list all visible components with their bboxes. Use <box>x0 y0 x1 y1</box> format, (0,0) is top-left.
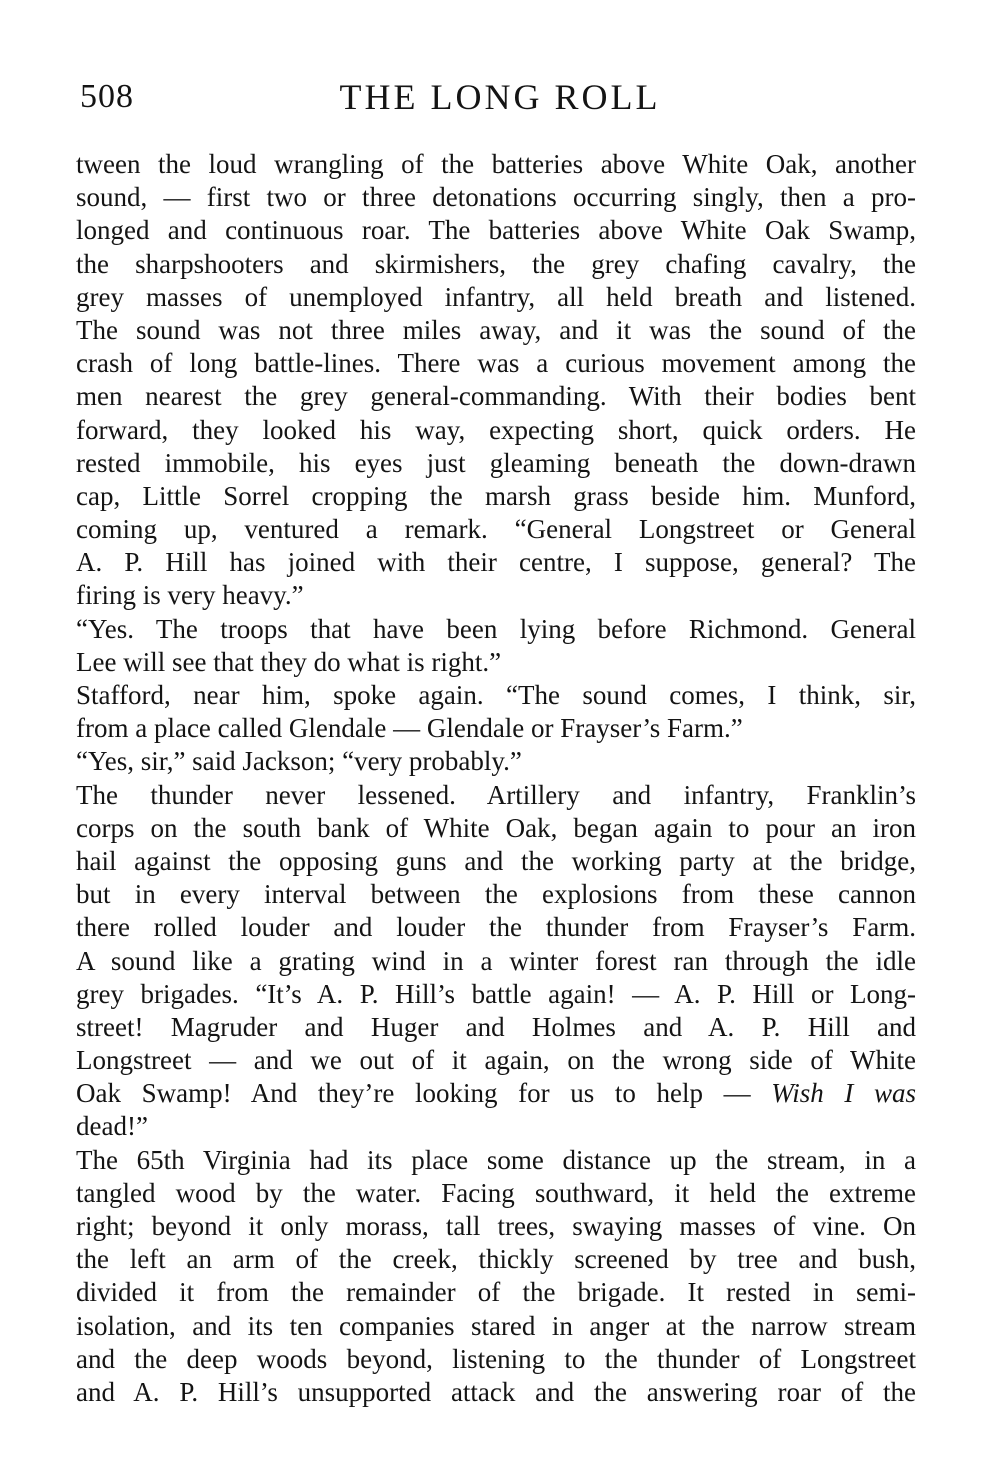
text-line-2: sound, — first two or three detonations occurring singly, then a pro- <box>76 182 916 213</box>
text-line-9: forward, they looked his way, expecting short, quick orders. He <box>76 414 916 445</box>
page-number: 508 <box>80 78 134 115</box>
text-line-16: Lee will see that they do what is right.” <box>76 646 502 677</box>
text-line-29-roman: Oak Swamp! And they’re looking for us to help — <box>76 1078 772 1109</box>
text-line-17: Stafford, near him, spoke again. “The sound comes, I think, sir, <box>76 680 916 710</box>
text-line-22: hail against the opposing guns and the working party at the bridge, <box>76 845 916 876</box>
text-line-30: dead!” <box>76 1111 148 1142</box>
text-line-11: cap, Little Sorrel cropping the marsh grass beside him. Munford, <box>76 480 916 511</box>
text-line-1: tween the loud wrangling of the batteries above White Oak, another <box>76 149 916 179</box>
text-line-12: coming up, ventured a remark. “General Longstreet or General <box>76 514 916 545</box>
text-line-5: grey masses of unemployed infantry, all held breath and listened. <box>76 281 916 312</box>
text-line-8: men nearest the grey general-commanding. With their bodies bent <box>76 381 916 412</box>
text-line-13: A. P. Hill has joined with their centre, I suppose, general? The <box>76 547 916 578</box>
text-line-28: Longstreet — and we out of it again, on the wrong side of White <box>76 1045 916 1076</box>
text-line-27: street! Magruder and Huger and Holmes and A. P. Hill and <box>76 1011 916 1042</box>
text-line-18: from a place called Glendale — Glendale or Frayser’s Farm.” <box>76 713 743 744</box>
body-text <box>76 148 916 1409</box>
text-line-35: divided it from the remainder of the brigade. It rested in semi- <box>76 1277 916 1308</box>
text-line-14: firing is very heavy.” <box>76 580 304 611</box>
text-line-7: crash of long battle-lines. There was a curious movement among the <box>76 348 916 379</box>
text-line-31: The 65th Virginia had its place some distance up the stream, in a <box>76 1144 916 1175</box>
text-line-33: right; beyond it only morass, tall trees, swaying masses of vine. On <box>76 1211 916 1241</box>
text-line-29-italic: Wish I was <box>771 1078 916 1109</box>
text-line-34: the left an arm of the creek, thickly screened by tree and bush, <box>76 1244 916 1275</box>
running-head-title: THE LONG ROLL <box>339 77 661 117</box>
text-line-15: “Yes. The troops that have been lying before Richmond. General <box>76 613 916 644</box>
text-line-4: the sharpshooters and skirmishers, the grey chafing cavalry, the <box>76 248 916 279</box>
text-line-20: The thunder never lessened. Artillery and infantry, Franklin’s <box>76 779 916 810</box>
text-line-25: A sound like a grating wind in a winter forest ran through the idle <box>76 945 916 976</box>
text-line-10: rested immobile, his eyes just gleaming beneath the down-drawn <box>76 447 916 478</box>
text-line-6: The sound was not three miles away, and it was the sound of the <box>76 314 916 345</box>
text-line-32: tangled wood by the water. Facing southward, it held the extreme <box>76 1177 916 1208</box>
text-line-23: but in every interval between the explosions from these cannon <box>76 879 916 910</box>
text-line-21: corps on the south bank of White Oak, began again to pour an iron <box>76 812 916 843</box>
text-line-37: and the deep woods beyond, listening to the thunder of Longstreet <box>76 1343 916 1374</box>
text-line-24: there rolled louder and louder the thunder from Frayser’s Farm. <box>76 912 916 943</box>
text-line-3: longed and continuous roar. The batteries above White Oak Swamp, <box>76 215 916 246</box>
text-line-36: isolation, and its ten companies stared in anger at the narrow stream <box>76 1310 916 1341</box>
text-line-29 <box>76 1077 916 1110</box>
text-line-38: and A. P. Hill’s unsupported attack and the answering roar of the <box>76 1376 916 1407</box>
text-line-19: “Yes, sir,” said Jackson; “very probably.” <box>76 746 522 777</box>
text-line-26: grey brigades. “It’s A. P. Hill’s battle again! — A. P. Hill or Long- <box>76 978 916 1009</box>
